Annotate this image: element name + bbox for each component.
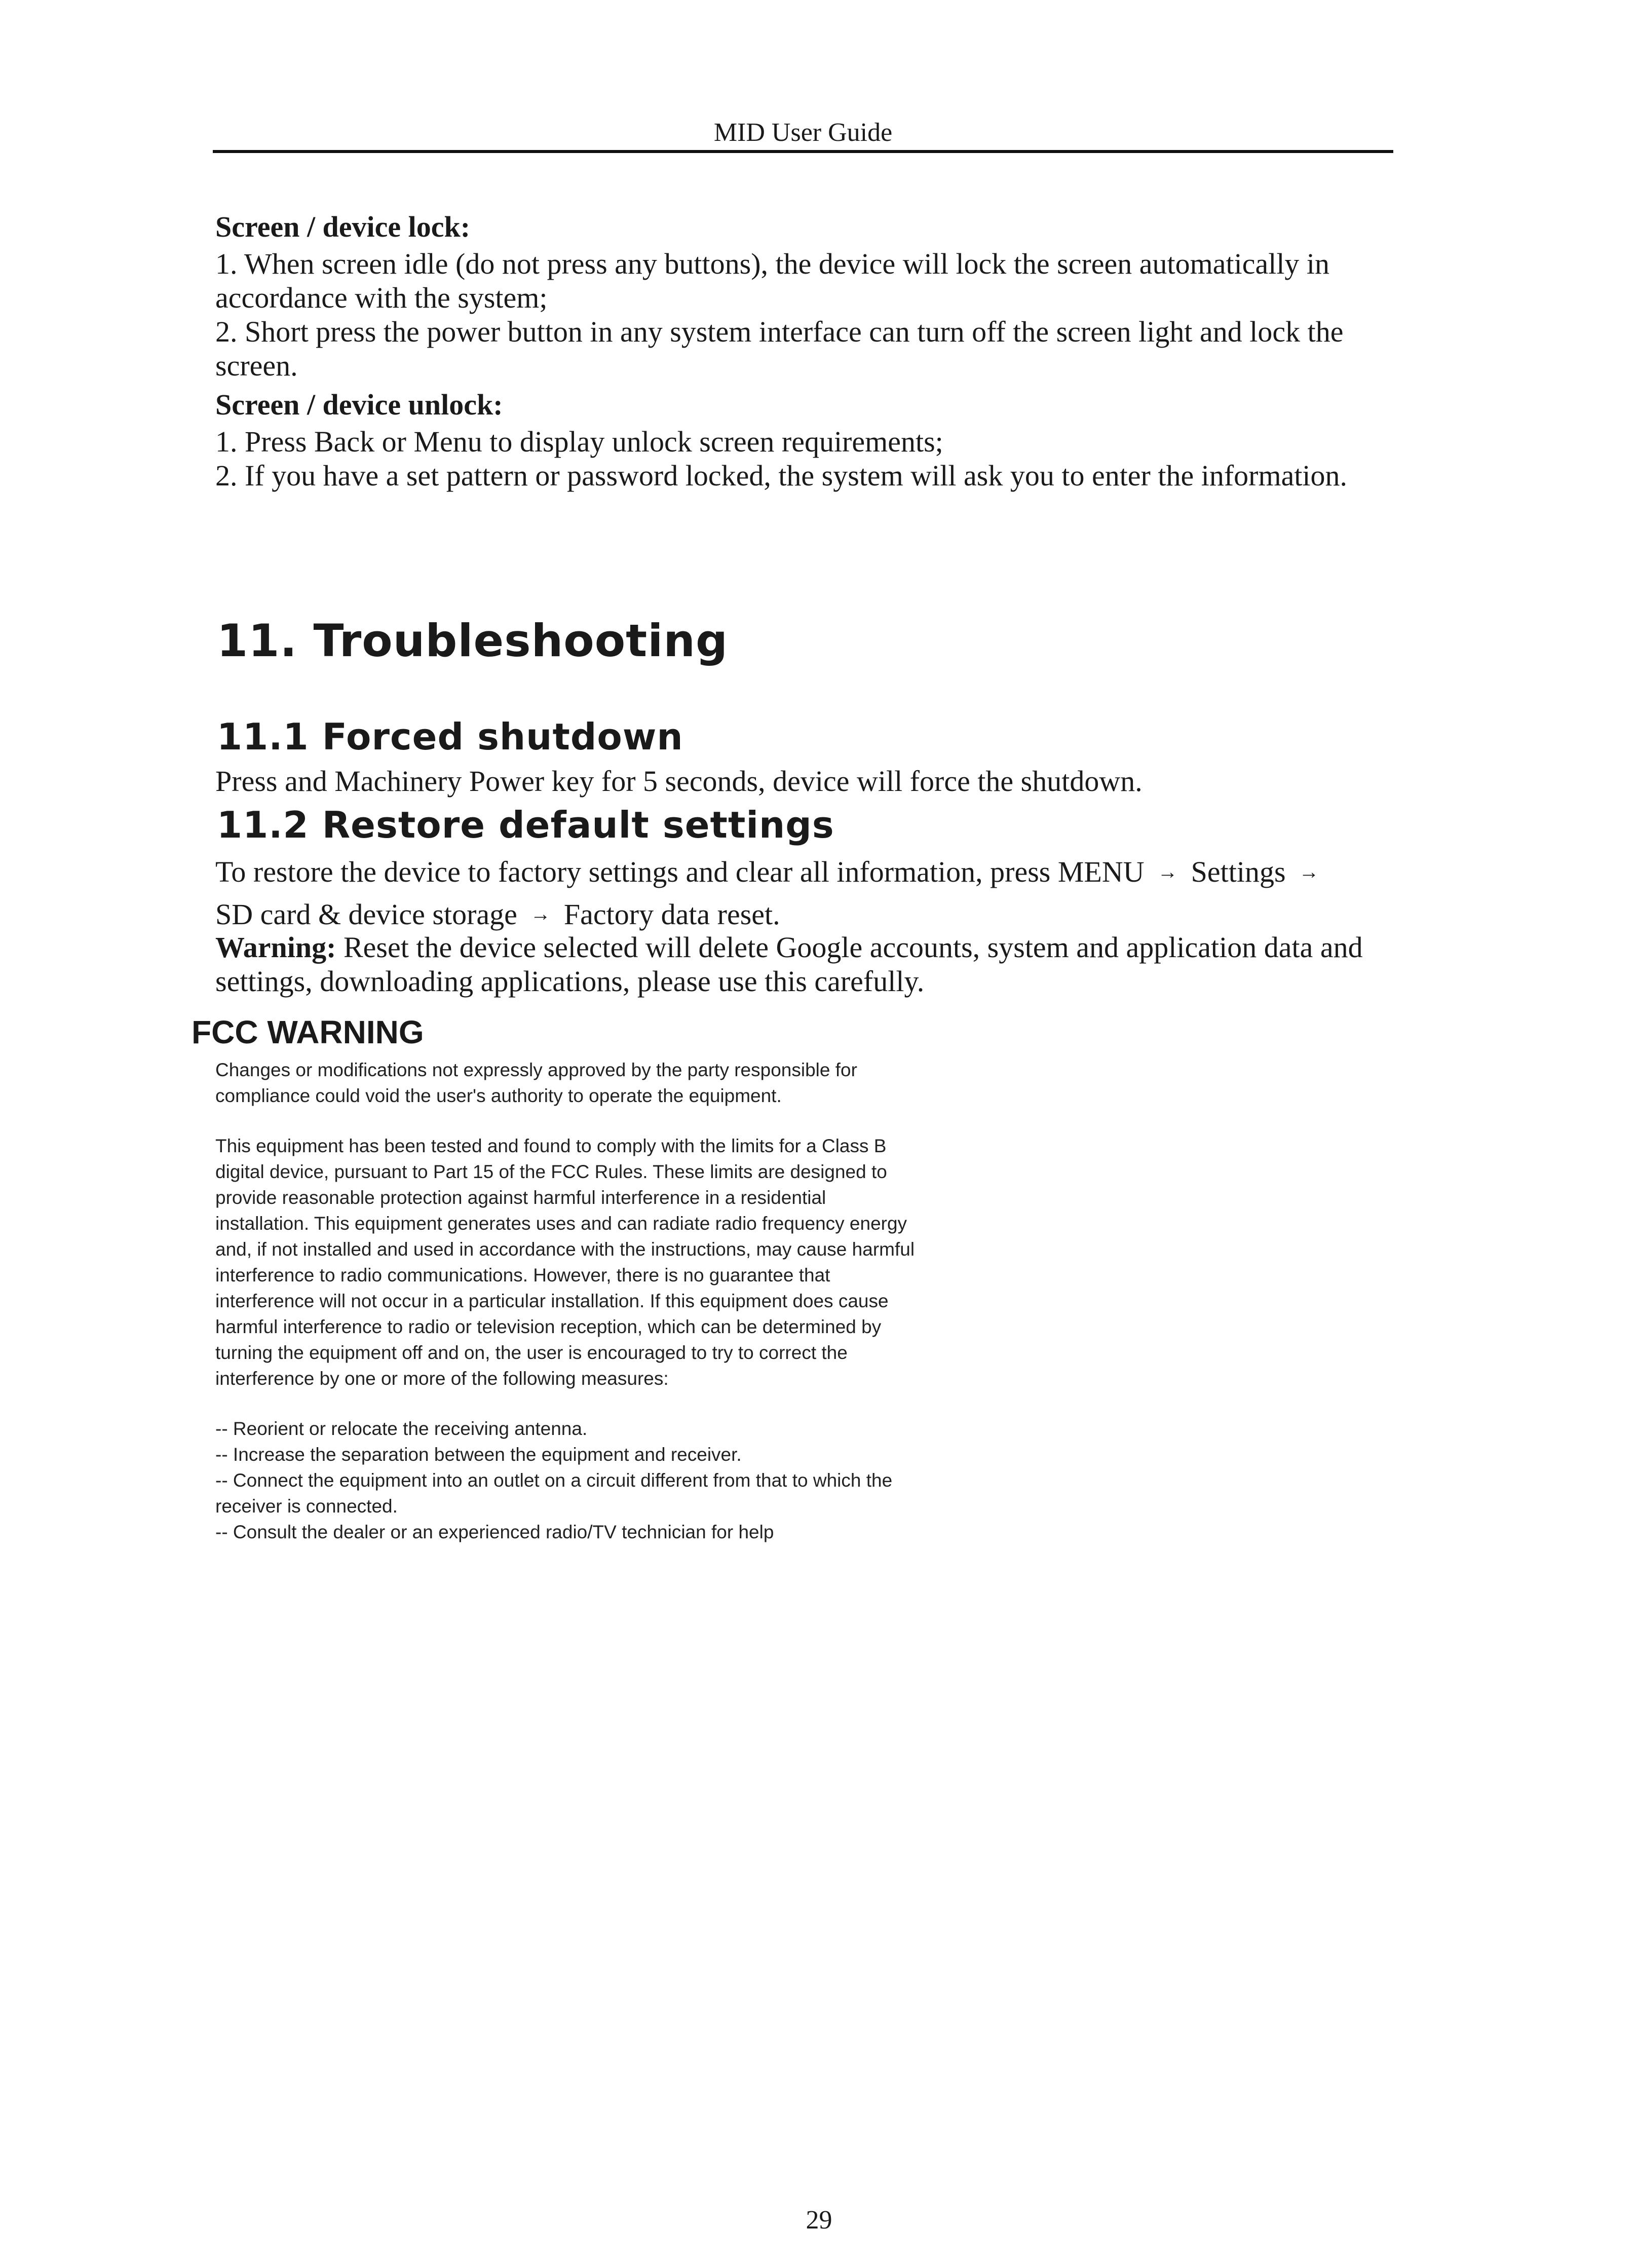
unlock-title: Screen / device unlock:	[215, 388, 503, 421]
lock-item-1: 1. When screen idle (do not press any buttons), the device will lock the screen automatically in accordance with the system;	[215, 247, 1330, 314]
unlock-item-2: 2. If you have a set pattern or password locked, the system will ask you to enter the information.	[215, 459, 1348, 492]
fcc-paragraph-1: Changes or modifications not expressly approved by the party responsible for compliance could void the user's authority to operate the equipment.	[215, 1060, 857, 1106]
fcc-measures-list	[215, 1416, 925, 1545]
arrow-right-icon: →	[1157, 860, 1178, 883]
lock-item-2: 2. Short press the power button in any system interface can turn off the screen light and lock the screen.	[215, 315, 1344, 382]
step-reset: Factory data reset.	[563, 897, 780, 931]
restore-warning	[215, 930, 1396, 998]
fcc-warning-heading: FCC WARNING	[192, 1014, 424, 1050]
lock-title: Screen / device lock:	[215, 210, 471, 243]
warning-label: Warning:	[215, 931, 336, 964]
header-divider	[213, 150, 1393, 153]
fcc-measure-item: -- Increase the separation between the equipment and receiver.	[215, 1444, 742, 1465]
forced-shutdown-text: Press and Machinery Power key for 5 seconds, device will force the shutdown.	[215, 765, 1142, 798]
arrow-right-icon: →	[530, 902, 551, 926]
fcc-measure-item: -- Connect the equipment into an outlet on a circuit different from that to which the receiver is connected.	[215, 1470, 893, 1517]
warning-text: Reset the device selected will delete Google accounts, system and application data and settings, downloading applications, please use this carefully.	[215, 931, 1363, 998]
restore-defaults-section	[215, 852, 1396, 937]
unlock-item-1: 1. Press Back or Menu to display unlock screen requirements;	[215, 425, 943, 458]
troubleshooting-heading: 11. Troubleshooting	[217, 615, 729, 667]
page-number: 29	[806, 2206, 832, 2235]
arrow-right-icon: →	[1299, 860, 1319, 883]
fcc-measure-item: -- Consult the dealer or an experienced radio/TV technician for help	[215, 1522, 774, 1542]
fcc-warning-body	[215, 1057, 925, 1545]
fcc-measure-item: -- Reorient or relocate the receiving antenna.	[215, 1418, 588, 1439]
fcc-paragraph-2: This equipment has been tested and found to comply with the limits for a Class B digital device, pursuant to Part 15 of the FCC Rules. These limits are designed to provide reasonable protection against harmful interference in a residential installation. This equipment generates uses and can radiate radio frequency energy and, if not installed and used in accordance with the instructions, may cause harmful interference to radio communications. However, there is no guarantee that interference will not occur in a particular installation. If this equipment does cause harmful interference to radio or television reception, which can be determined by turning the equipment off and on, the user is encouraged to try to correct the interference by one or more of the following measures:	[215, 1136, 915, 1389]
forced-shutdown-section	[215, 764, 1396, 798]
restore-instructions	[215, 852, 1396, 937]
screen-lock-section	[215, 210, 1396, 493]
running-header: MID User Guide	[713, 118, 893, 147]
forced-shutdown-heading: 11.1 Forced shutdown	[217, 715, 683, 758]
restore-text-part1: To restore the device to factory settings and clear all information, press MENU	[215, 855, 1145, 888]
step-storage: SD card & device storage	[215, 897, 517, 931]
restore-defaults-heading: 11.2 Restore default settings	[217, 804, 834, 846]
warning-paragraph	[215, 930, 1396, 998]
step-settings: Settings	[1191, 855, 1286, 888]
